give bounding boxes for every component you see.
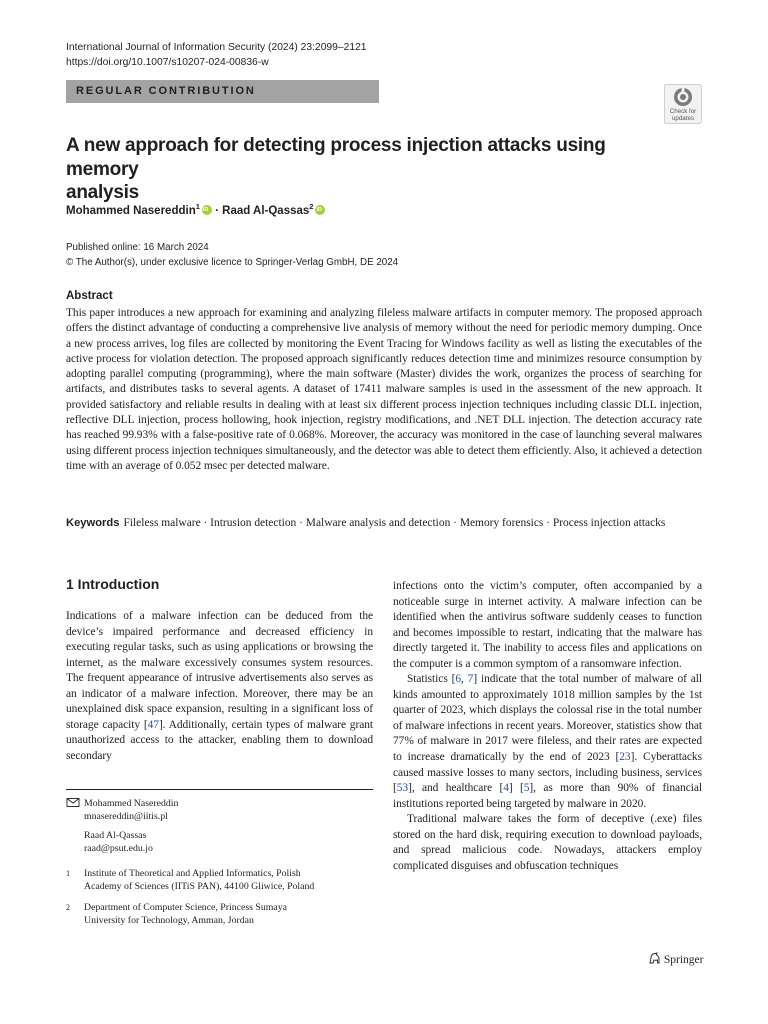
author-list bbox=[66, 202, 325, 217]
keywords-label: Keywords bbox=[66, 517, 120, 529]
section-heading: 1 Introduction bbox=[66, 576, 160, 592]
publication-meta bbox=[66, 241, 398, 270]
paragraph: infections onto the victim’s computer, often accompanied by a noticeable surge in internet activity. A malware infection can be identified when the antivirus software suddenly ceases to function and becomes impossible to restart, indicating that the malware has directly targeted it. The inability to access files and applications on the computer is a common symptom of a ransomware infection. bbox=[393, 580, 702, 670]
orcid-icon[interactable] bbox=[202, 205, 212, 215]
footnote-divider bbox=[66, 789, 373, 790]
journal-header bbox=[66, 40, 367, 70]
author-separator: · bbox=[211, 204, 223, 217]
text-run: , bbox=[461, 673, 468, 686]
check-for-updates-icon bbox=[664, 84, 702, 124]
article-type-banner: REGULAR CONTRIBUTION bbox=[66, 80, 379, 103]
contact-name-2: Raad Al-Qassas bbox=[84, 830, 147, 841]
publisher-footer bbox=[648, 952, 703, 966]
doi-link[interactable]: https://doi.org/10.1007/s10207-024-00836-w bbox=[66, 57, 269, 68]
affiliation-number: 1 bbox=[66, 869, 70, 878]
badge-line1: Check for bbox=[669, 108, 697, 115]
paragraph: Traditional malware takes the form of deceptive (.exe) files stored on the hard disk, requiring execution to download payloads, and spread malicious code. Nowadays, attackers employ complicated disguises and obfuscation techniques bbox=[393, 813, 702, 872]
paragraph bbox=[393, 672, 702, 812]
abstract-heading: Abstract bbox=[66, 290, 113, 302]
citation-link[interactable]: 7 bbox=[467, 673, 474, 686]
author-2-name[interactable]: Raad Al-Qassas bbox=[222, 204, 310, 217]
article-title bbox=[66, 134, 666, 205]
text-run: ]. Additionally, certain types of malware grant unauthorized access to the attacker, enabling them to download secondary bbox=[66, 718, 373, 762]
paragraph bbox=[66, 609, 373, 764]
orcid-icon[interactable] bbox=[315, 205, 325, 215]
author-2-affiliation: 2 bbox=[309, 202, 314, 211]
affiliation-number: 2 bbox=[66, 903, 70, 912]
envelope-icon bbox=[66, 797, 80, 807]
text-run: ] [ bbox=[508, 782, 524, 795]
keywords bbox=[66, 516, 702, 532]
contact-email-1[interactable]: mnasereddin@iitis.pl bbox=[84, 811, 168, 822]
text-run: ]. Cyberattacks caused massive losses to many sectors, including business, services [ bbox=[393, 751, 702, 795]
contact-email-2[interactable]: raad@psut.edu.jo bbox=[84, 843, 153, 854]
citation-link[interactable]: 23 bbox=[619, 751, 631, 764]
publisher-name: Springer bbox=[663, 954, 704, 966]
text-run: Indications of a malware infection can be deduced from the device’s impaired performance and decreased efficiency in executing regular tasks, such as using applications or browsing the internet, as the malware excessively consumes system resources. The frequent appearance of intrusive advertisements also serves as an indicator of a malware infection. Moreover, there may be an unexplained disk space expansion, resulting in a significant loss of storage capacity [ bbox=[66, 610, 373, 731]
citation-link[interactable]: 6 bbox=[455, 673, 461, 686]
keywords-list: Fileless malware · Intrusion detection · Malware analysis and detection · Memory forensics · Process injection attacks bbox=[123, 517, 666, 529]
springer-horse-icon bbox=[648, 952, 661, 965]
text-run: ], as more than 90% of financial institutions reported being targeted by malware in 2020. bbox=[393, 782, 702, 810]
title-line-2: analysis bbox=[66, 182, 139, 203]
published-date: Published online: 16 March 2024 bbox=[66, 242, 209, 253]
citation-link[interactable]: 53 bbox=[396, 782, 409, 795]
right-column-text bbox=[393, 579, 702, 874]
citation-link[interactable]: 4 bbox=[503, 782, 509, 795]
copyright-notice: © The Author(s), under exclusive licence to Springer-Verlag GmbH, DE 2024 bbox=[66, 256, 399, 268]
contact-name-1: Mohammed Nasereddin bbox=[84, 798, 179, 809]
affiliation-line: Institute of Theoretical and Applied Informatics, Polish bbox=[84, 868, 301, 879]
left-column-text bbox=[66, 609, 373, 764]
affiliation-line: Academy of Sciences (IITiS PAN), 44100 Gliwice, Poland bbox=[84, 881, 315, 892]
author-1-name[interactable]: Mohammed Nasereddin bbox=[66, 204, 196, 217]
affiliation-line: Department of Computer Science, Princess Sumaya bbox=[84, 902, 287, 913]
check-for-updates-badge[interactable] bbox=[664, 84, 702, 124]
text-run: ], and healthcare [ bbox=[408, 782, 504, 795]
citation-link[interactable]: 47 bbox=[147, 718, 159, 731]
title-line-1: A new approach for detecting process injection attacks using memory bbox=[66, 135, 606, 180]
text-run: ] indicate that the total number of malware of all kinds amounted to approximately 1018 million samples by the 1st quarter of 2023, which displays the colossal rise in the total number of malware infections in recent years. Moreover, statistics show that 77% of malware in 2017 were fileless, and their rates are expected to increase dramatically by the end of 2023 [ bbox=[393, 673, 702, 764]
badge-line2: updates bbox=[671, 115, 695, 122]
contact-lines bbox=[84, 797, 178, 855]
journal-citation: International Journal of Information Security (2024) 23:2099–2121 bbox=[66, 42, 367, 53]
citation-link[interactable]: 5 bbox=[523, 782, 530, 795]
text-run: Statistics [ bbox=[407, 673, 456, 686]
author-1-affiliation: 1 bbox=[195, 202, 200, 211]
abstract-text: This paper introduces a new approach for examining and analyzing fileless malware artifacts in computer memory. The proposed approach offers the distinct advantage of conducting a comprehensive live analysis of memory without the need for periodic memory dumping. Once a new process arrives, log files are collected by monitoring the Event Tracing for Windows facility as well as listing the executables of the active process for violation detection. The proposed approach significantly reduces detection time and minimizes resource consumption by adopting parallel computing (programming), where the main software (Master) divides the work, organizes the process of searching for artifacts, and distributes tasks to several agents. A dataset of 17411 malware samples is used in the assessment of the new approach. It provided satisfactory and reliable results in dealing with at least six different process injection techniques including classic DLL injection, reflective DLL injection, process hollowing, hook injection, registry modifications, and .NET DLL injection. The detection accuracy rate has reached 99.93% with a false-positive rate of 0.068%. Moreover, the accuracy was monitored in the case of launching several malwares using different process injection techniques simultaneously, and the detector was able to detect them efficiently. Also, it achieved a detection time with an average of 0.052 msec per detected malware. bbox=[66, 307, 702, 472]
affiliation-line: University for Technology, Amman, Jordan bbox=[84, 915, 254, 926]
